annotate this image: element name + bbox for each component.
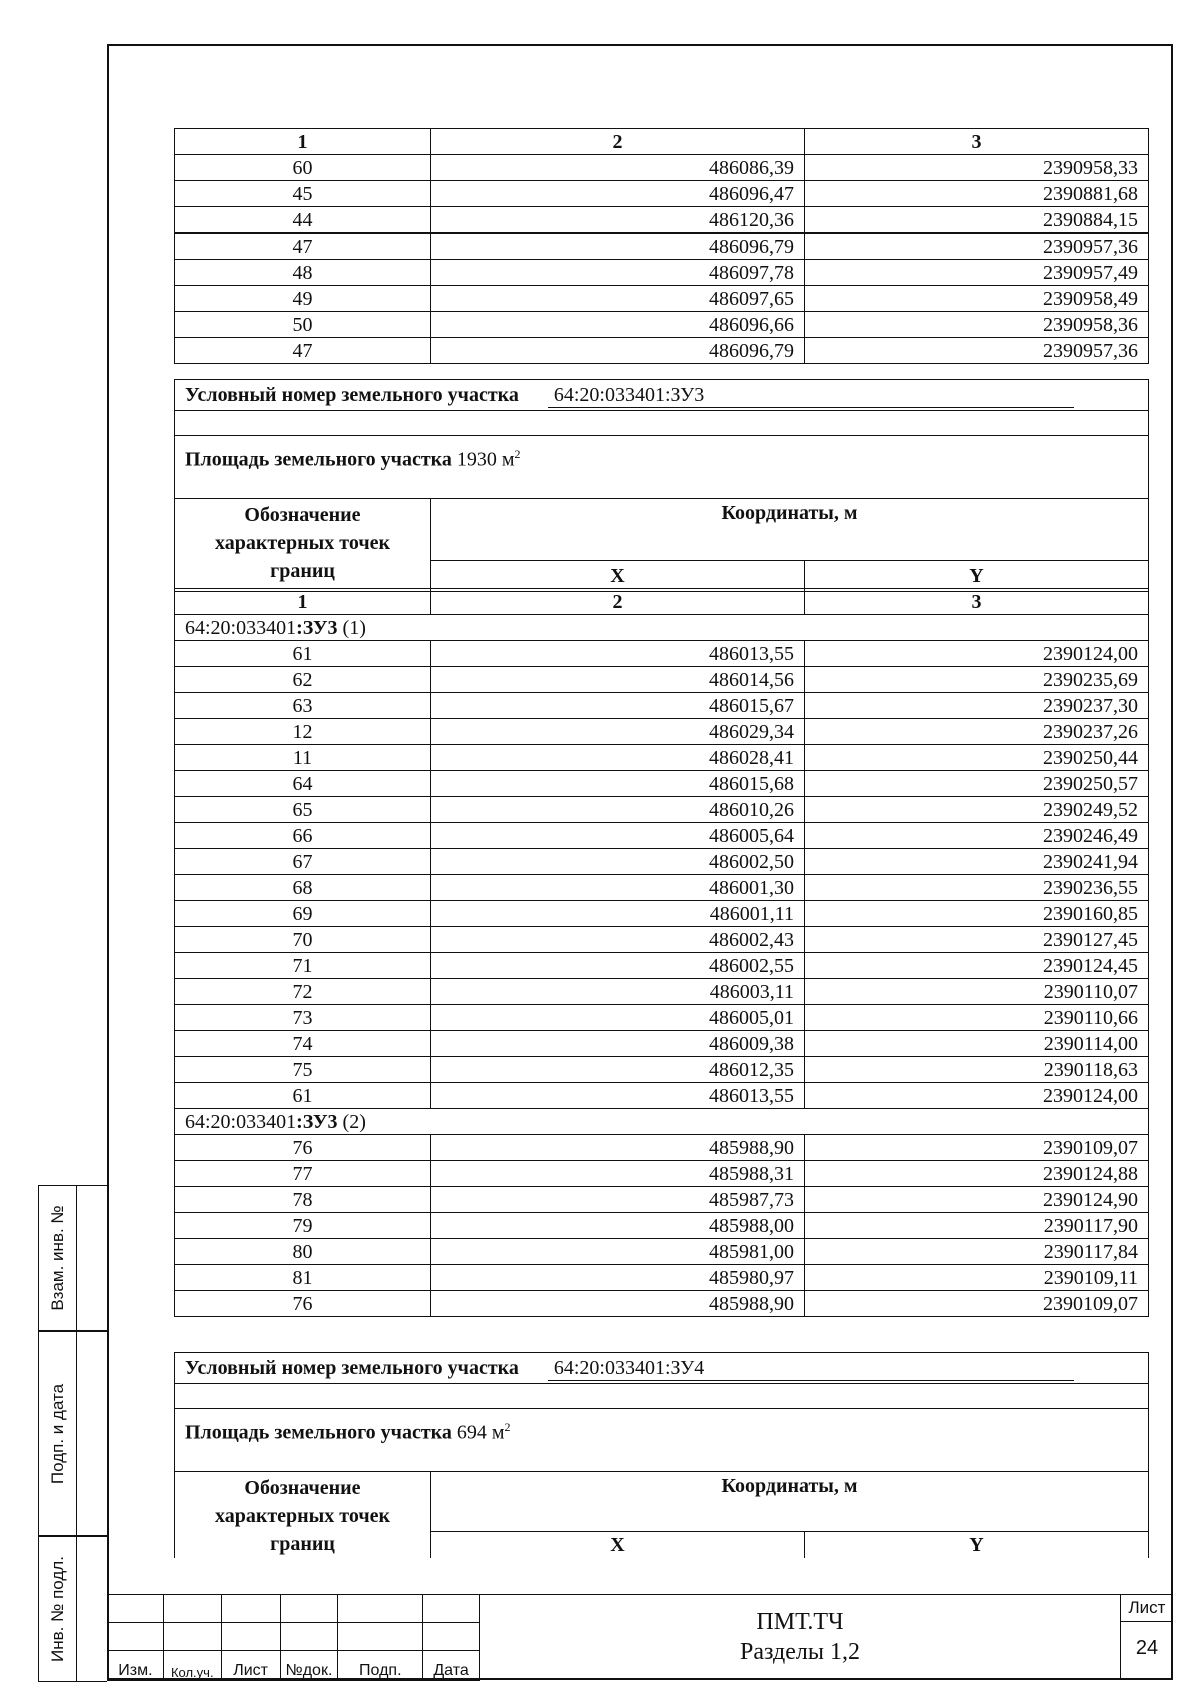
contour-heading-row [175, 615, 1149, 641]
y-value-cell: 2390246,49 [805, 823, 1149, 849]
table-row [175, 823, 1149, 849]
table-row [175, 849, 1149, 875]
x-value-cell: 486001,30 [431, 875, 805, 901]
side-label-replace: Взам. инв. № [47, 1205, 67, 1311]
parcel4-y-header: Y [805, 1531, 1149, 1558]
point-id-cell: 66 [175, 823, 431, 849]
y-value-cell: 2390241,94 [805, 849, 1149, 875]
table-row [175, 667, 1149, 693]
table-row [175, 901, 1149, 927]
y-value-cell: 2390237,26 [805, 719, 1149, 745]
x-value-cell: 485980,97 [431, 1265, 805, 1291]
point-id-cell: 47 [175, 338, 431, 364]
parcel3-x-header: X [431, 561, 805, 592]
point-id-cell: 49 [175, 286, 431, 312]
point-id-cell: 72 [175, 979, 431, 1005]
point-id-cell: 64 [175, 771, 431, 797]
point-id-cell: 79 [175, 1213, 431, 1239]
table-row [175, 286, 1149, 312]
x-value-cell: 485987,73 [431, 1187, 805, 1213]
x-value-cell: 486002,55 [431, 953, 805, 979]
point-id-cell: 74 [175, 1031, 431, 1057]
x-value-cell: 486097,78 [431, 260, 805, 286]
table-row [175, 1057, 1149, 1083]
table-row [175, 771, 1149, 797]
column-number-row [175, 129, 1149, 155]
x-value-cell: 486029,34 [431, 719, 805, 745]
x-value-cell: 486096,66 [431, 312, 805, 338]
point-id-cell: 81 [175, 1265, 431, 1291]
y-value-cell: 2390110,66 [805, 1005, 1149, 1031]
point-id-cell: 67 [175, 849, 431, 875]
y-value-cell: 2390109,07 [805, 1291, 1149, 1317]
sheet-number: 24 [1135, 1637, 1159, 1659]
point-id-cell: 47 [175, 233, 431, 260]
side-stamp-original [38, 1536, 107, 1682]
y-value-cell: 2390109,11 [805, 1265, 1149, 1291]
table-row [175, 1213, 1149, 1239]
table-row [175, 338, 1149, 364]
x-value-cell: 486013,55 [431, 641, 805, 667]
side-label-sign-date: Подп. и дата [47, 1383, 67, 1484]
point-id-cell: 48 [175, 260, 431, 286]
parcel4-area-cell: Площадь земельного участка 694 $м^2$ [175, 1409, 1149, 1472]
parcel3-y-header: Y [805, 561, 1149, 592]
parcel4-header [174, 1352, 1149, 1558]
parcel3-area-cell: Площадь земельного участка 1930 $м^2$ [175, 436, 1149, 499]
x-value-cell: 486009,38 [431, 1031, 805, 1057]
point-id-cell: 80 [175, 1239, 431, 1265]
y-value-cell: 2390958,33 [805, 155, 1149, 181]
table-row [175, 1265, 1149, 1291]
parcel3-coordinates-table [174, 588, 1149, 1317]
y-value-cell: 2390250,57 [805, 771, 1149, 797]
point-id-cell: 11 [175, 745, 431, 771]
table-row [175, 1083, 1149, 1109]
parcel3-area-label: Площадь земельного участка [185, 448, 452, 471]
point-id-cell: 70 [175, 927, 431, 953]
parcel3-coords-header: Координаты, м [431, 499, 1149, 561]
x-value-cell: 485988,00 [431, 1213, 805, 1239]
p3-col-num-1: 1 [175, 589, 431, 615]
y-value-cell: 2390124,90 [805, 1187, 1149, 1213]
sheet-box [1120, 1594, 1173, 1680]
x-value-cell: 486015,68 [431, 771, 805, 797]
y-value-cell: 2390124,00 [805, 641, 1149, 667]
revision-col-label: Изм. [108, 1651, 164, 1681]
y-value-cell: 2390124,88 [805, 1161, 1149, 1187]
parcel4-area-label: Площадь земельного участка [185, 1421, 452, 1444]
point-id-cell: 77 [175, 1161, 431, 1187]
point-id-cell: 12 [175, 719, 431, 745]
x-value-cell: 486003,11 [431, 979, 805, 1005]
parcel3-header [174, 379, 1149, 592]
x-value-cell: 486015,67 [431, 693, 805, 719]
y-value-cell: 2390124,00 [805, 1083, 1149, 1109]
parcel3-number: 64:20:033401:ЗУ3 [548, 383, 1074, 408]
x-value-cell: 485988,90 [431, 1291, 805, 1317]
x-value-cell: 486005,01 [431, 1005, 805, 1031]
col-num-3: 3 [805, 129, 1149, 155]
y-value-cell: 2390110,07 [805, 979, 1149, 1005]
point-id-cell: 68 [175, 875, 431, 901]
y-value-cell: 2390881,68 [805, 181, 1149, 207]
table-row [175, 1161, 1149, 1187]
point-id-cell: 61 [175, 1083, 431, 1109]
table-row [175, 1239, 1149, 1265]
table-row [175, 1135, 1149, 1161]
parcel4-point-header: Обозначение характерных точек границ [175, 1472, 431, 1559]
x-value-cell: 486014,56 [431, 667, 805, 693]
point-id-cell: 69 [175, 901, 431, 927]
x-value-cell: 486013,55 [431, 1083, 805, 1109]
x-value-cell: 486001,11 [431, 901, 805, 927]
x-value-cell: 485988,90 [431, 1135, 805, 1161]
y-value-cell: 2390884,15 [805, 207, 1149, 234]
point-id-cell: 62 [175, 667, 431, 693]
x-value-cell: 486086,39 [431, 155, 805, 181]
y-value-cell: 2390957,36 [805, 338, 1149, 364]
point-id-cell: 50 [175, 312, 431, 338]
parcel3-point-header: Обозначение характерных точек границ [175, 499, 431, 592]
table-row [175, 312, 1149, 338]
y-value-cell: 2390249,52 [805, 797, 1149, 823]
point-id-cell: 78 [175, 1187, 431, 1213]
side-label-original: Инв. № подл. [47, 1556, 67, 1662]
sheet-label: Лист [1121, 1595, 1173, 1622]
point-id-cell: 75 [175, 1057, 431, 1083]
doc-code: ПМТ.ТЧ [756, 1609, 844, 1635]
y-value-cell: 2390160,85 [805, 901, 1149, 927]
x-value-cell: 486002,43 [431, 927, 805, 953]
table-row [175, 953, 1149, 979]
parcel3-number-cell [175, 380, 1149, 411]
x-value-cell: 485988,31 [431, 1161, 805, 1187]
table-row [175, 693, 1149, 719]
point-id-cell: 44 [175, 207, 431, 234]
table-row [175, 719, 1149, 745]
point-id-cell: 76 [175, 1135, 431, 1161]
y-value-cell: 2390118,63 [805, 1057, 1149, 1083]
x-value-cell: 486010,26 [431, 797, 805, 823]
doc-title: Разделы 1,2 [739, 1639, 860, 1665]
y-value-cell: 2390117,90 [805, 1213, 1149, 1239]
revision-grid [107, 1594, 480, 1681]
col-num-1: 1 [175, 129, 431, 155]
revision-col-label: Подп. [338, 1651, 423, 1681]
table-row [175, 233, 1149, 260]
point-id-cell: 63 [175, 693, 431, 719]
y-value-cell: 2390958,36 [805, 312, 1149, 338]
point-id-cell: 73 [175, 1005, 431, 1031]
x-value-cell: 486002,50 [431, 849, 805, 875]
point-id-cell: 45 [175, 181, 431, 207]
table-row [175, 641, 1149, 667]
table-row [175, 155, 1149, 181]
table-row [175, 1187, 1149, 1213]
contour-heading-row [175, 1109, 1149, 1135]
y-value-cell: 2390957,36 [805, 233, 1149, 260]
side-stamp-replace [38, 1185, 107, 1331]
x-value-cell: 486096,79 [431, 338, 805, 364]
table-row [175, 927, 1149, 953]
parcel4-number-label: Условный номер земельного участка [185, 1356, 519, 1379]
revision-col-label: Лист [221, 1651, 280, 1681]
table-row [175, 1031, 1149, 1057]
side-stamp-sign-date [38, 1331, 107, 1536]
point-id-cell: 65 [175, 797, 431, 823]
table-row [175, 207, 1149, 234]
contour-heading: 64:20:033401:ЗУ3 (1) [175, 615, 1149, 641]
x-value-cell: 486028,41 [431, 745, 805, 771]
y-value-cell: 2390236,55 [805, 875, 1149, 901]
table-row [175, 875, 1149, 901]
p3-col-num-2: 2 [431, 589, 805, 615]
y-value-cell: 2390124,45 [805, 953, 1149, 979]
parcel4-x-header: X [431, 1531, 805, 1558]
point-id-cell: 71 [175, 953, 431, 979]
parcel3-area: 1930 м [456, 448, 515, 471]
y-value-cell: 2390958,49 [805, 286, 1149, 312]
doc-title-area [480, 1594, 1120, 1680]
table-row [175, 745, 1149, 771]
y-value-cell: 2390237,30 [805, 693, 1149, 719]
table-row [175, 260, 1149, 286]
x-value-cell: 486005,64 [431, 823, 805, 849]
revision-col-label: №док. [280, 1651, 338, 1681]
parcel4-coords-header: Координаты, м [431, 1472, 1149, 1532]
x-value-cell: 486097,65 [431, 286, 805, 312]
x-value-cell: 486096,79 [431, 233, 805, 260]
y-value-cell: 2390250,44 [805, 745, 1149, 771]
y-value-cell: 2390957,49 [805, 260, 1149, 286]
x-value-cell: 486012,35 [431, 1057, 805, 1083]
y-value-cell: 2390127,45 [805, 927, 1149, 953]
revision-col-label: Кол.уч. [163, 1651, 221, 1681]
contour-heading: 64:20:033401:ЗУ3 (2) [175, 1109, 1149, 1135]
x-value-cell: 486096,47 [431, 181, 805, 207]
revision-col-label: Дата [423, 1651, 480, 1681]
y-value-cell: 2390117,84 [805, 1239, 1149, 1265]
point-id-cell: 76 [175, 1291, 431, 1317]
table-row [175, 797, 1149, 823]
x-value-cell: 485981,00 [431, 1239, 805, 1265]
table-row [175, 1005, 1149, 1031]
x-value-cell: 486120,36 [431, 207, 805, 234]
title-block [107, 1594, 1173, 1680]
table-row [175, 979, 1149, 1005]
parcel4-area: 694 м [456, 1421, 505, 1444]
y-value-cell: 2390114,00 [805, 1031, 1149, 1057]
table-row [175, 1291, 1149, 1317]
p3-col-num-3: 3 [805, 589, 1149, 615]
col-num-2: 2 [431, 129, 805, 155]
parcel4-number-cell [175, 1353, 1149, 1384]
table-row [175, 181, 1149, 207]
parcel4-number: 64:20:033401:ЗУ4 [548, 1356, 1074, 1381]
y-value-cell: 2390235,69 [805, 667, 1149, 693]
parcel3-number-label: Условный номер земельного участка [185, 383, 519, 406]
top-coordinates-table [174, 128, 1149, 364]
y-value-cell: 2390109,07 [805, 1135, 1149, 1161]
point-id-cell: 61 [175, 641, 431, 667]
point-id-cell: 60 [175, 155, 431, 181]
